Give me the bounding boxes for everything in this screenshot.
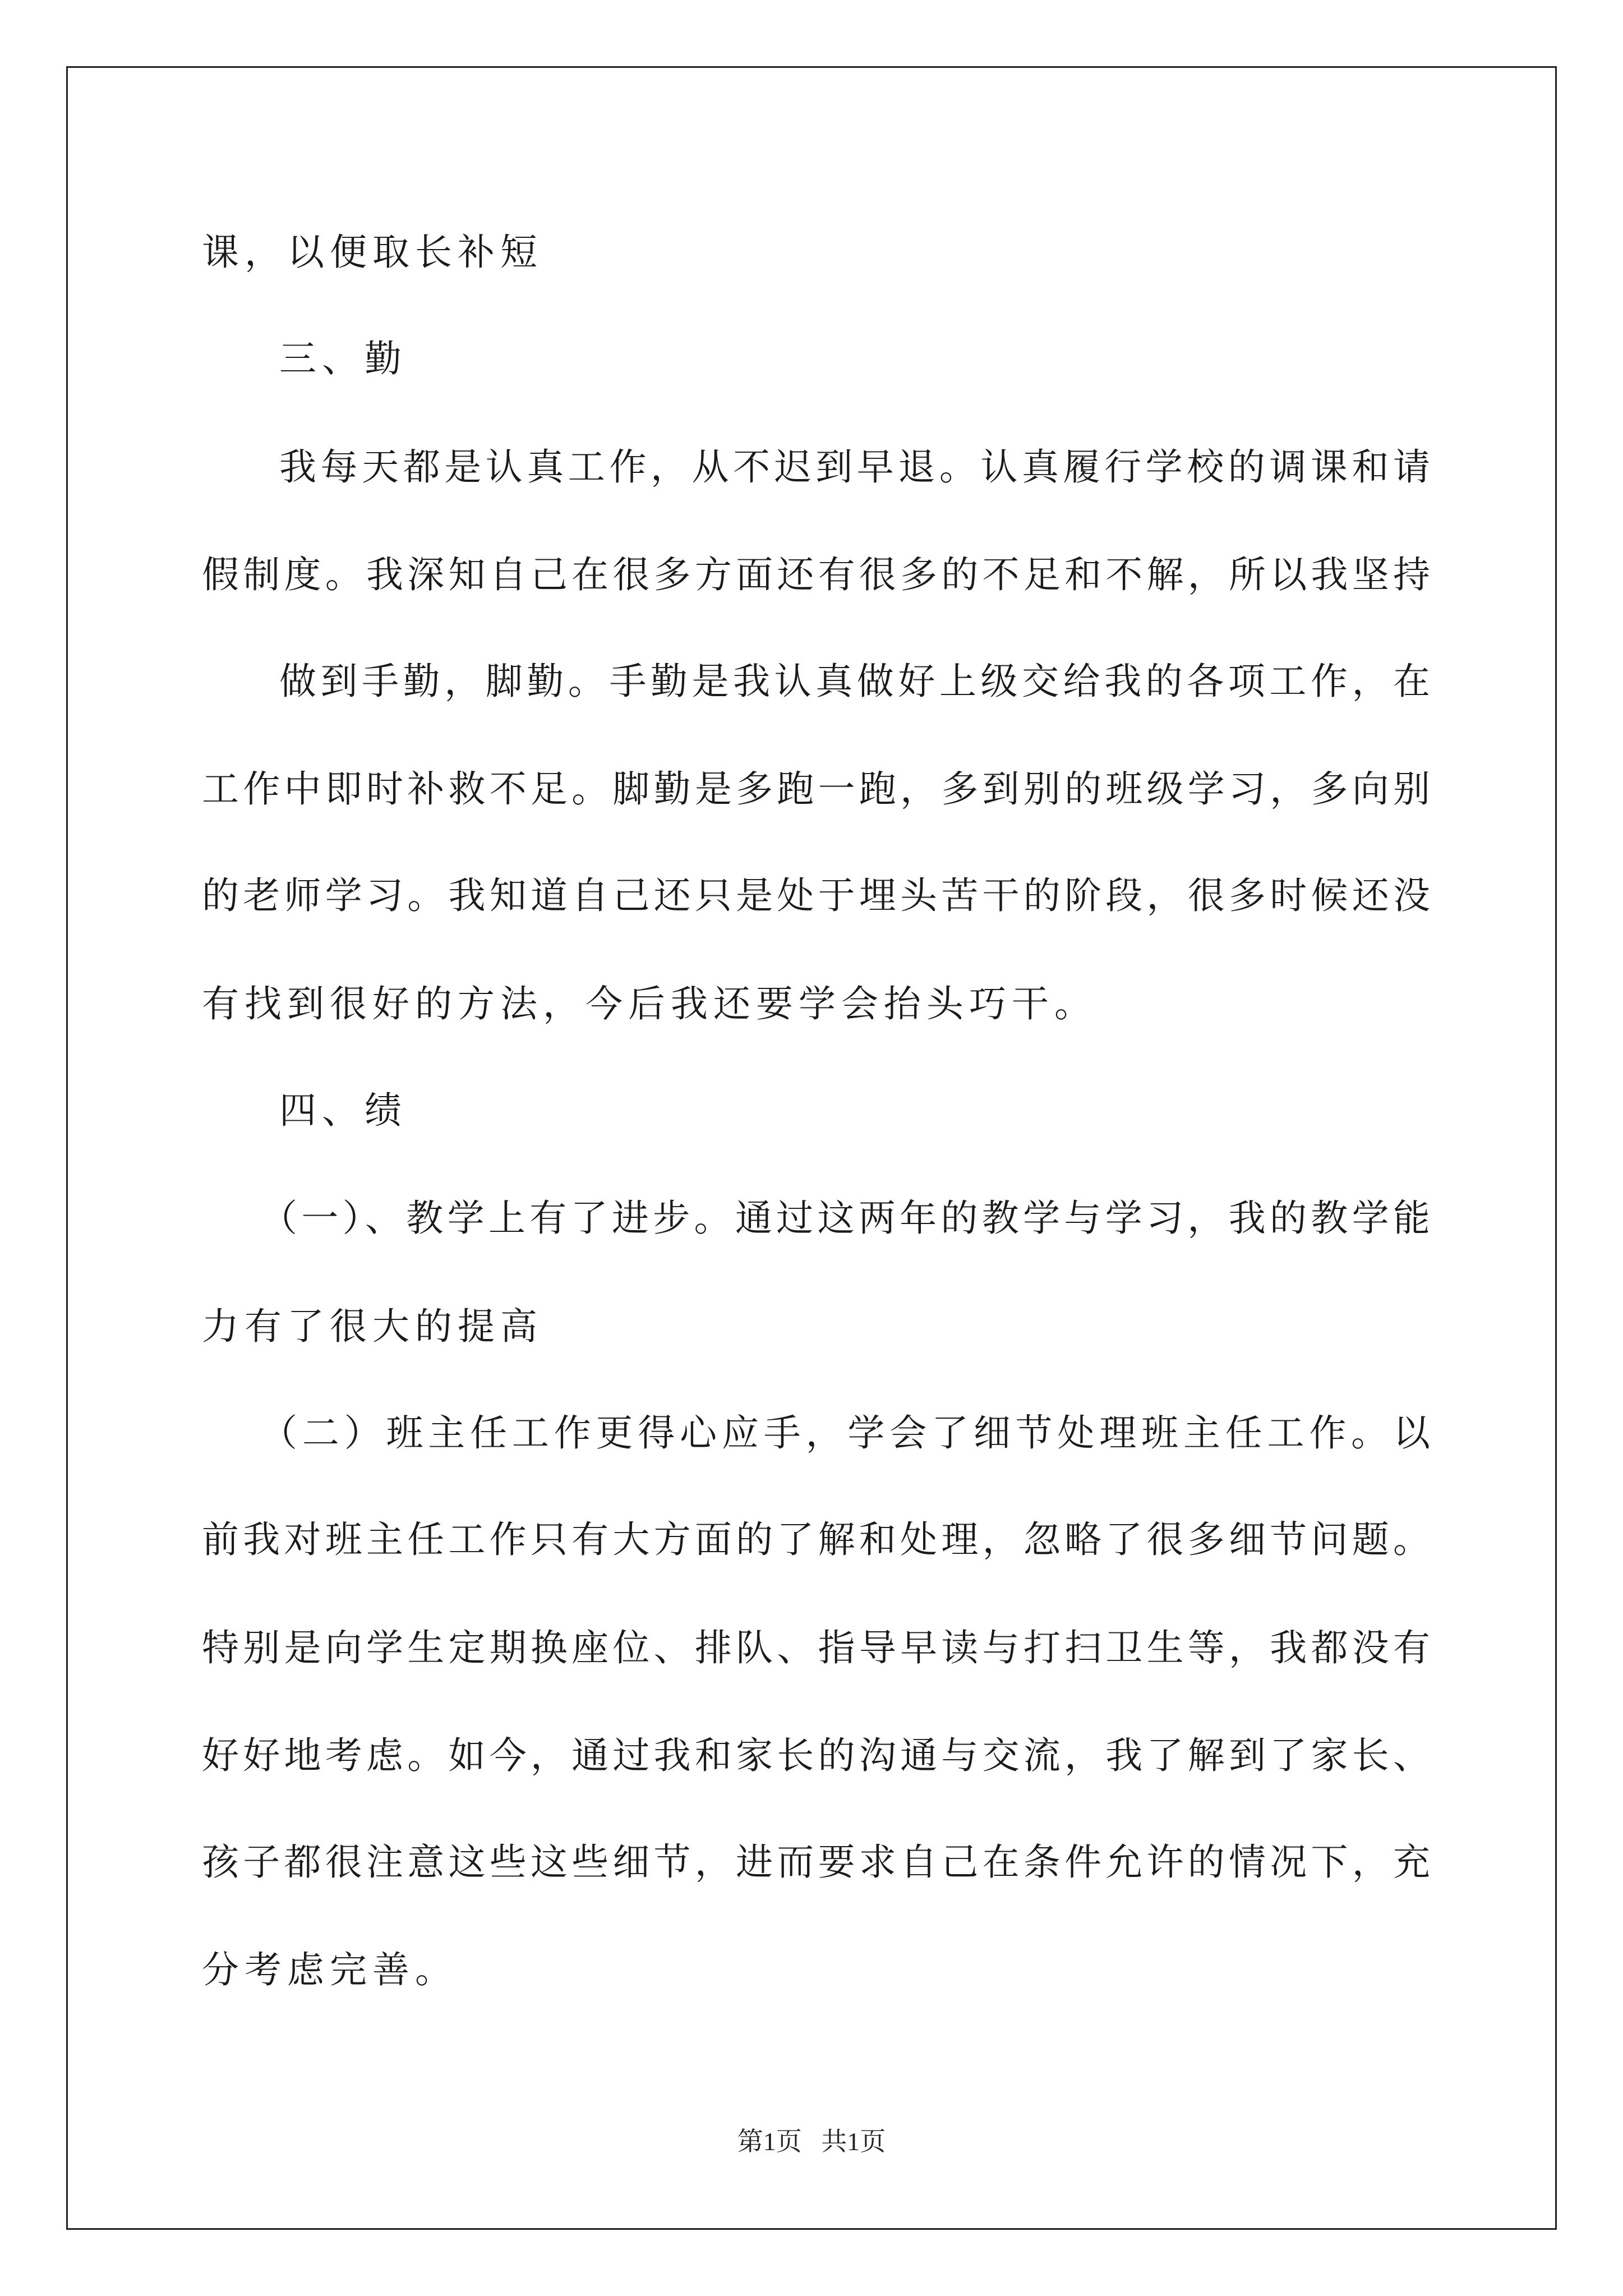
paragraph-line: 前我对班主任工作只有大方面的了解和处理，忽略了很多细节问题。 [202,1518,1430,1561]
paragraph-line: 课，以便取长补短 [202,231,543,274]
paragraph-line: （一）、教学上有了进步。通过这两年的教学与学习，我的教学能 [260,1197,1430,1240]
section-heading: 四、绩 [279,1089,407,1132]
paragraph-line: 假制度。我深知自己在很多方面还有很多的不足和不解，所以我坚持 [202,553,1430,596]
paragraph-line: （二）班主任工作更得心应手，学会了细节处理班主任工作。以 [260,1411,1430,1455]
paragraph-line: 的老师学习。我知道自己还只是处于埋头苦干的阶段，很多时候还没 [202,874,1430,917]
section-heading: 三、勤 [279,337,407,380]
page-number-footer: 第1页 共1页 [737,2127,886,2156]
paragraph-line: 有找到很好的方法，今后我还要学会抬头巧干。 [202,982,1097,1025]
paragraph-line: 做到手勤，脚勤。手勤是我认真做好上级交给我的各项工作，在 [279,660,1430,703]
paragraph-line: 工作中即时补救不足。脚勤是多跑一跑，多到别的班级学习，多向别 [202,767,1430,811]
paragraph-line: 特别是向学生定期换座位、排队、指导早读与打扫卫生等，我都没有 [202,1626,1430,1669]
page-border [66,66,1557,2230]
paragraph-line: 孩子都很注意这些这些细节，进而要求自己在条件允许的情况下，充 [202,1841,1430,1884]
paragraph-line: 力有了很大的提高 [202,1305,543,1348]
paragraph-line: 好好地考虑。如今，通过我和家长的沟通与交流，我了解到了家长、 [202,1734,1430,1777]
paragraph-line: 我每天都是认真工作，从不迟到早退。认真履行学校的调课和请 [279,445,1430,489]
paragraph-line: 分考虑完善。 [202,1948,458,1991]
